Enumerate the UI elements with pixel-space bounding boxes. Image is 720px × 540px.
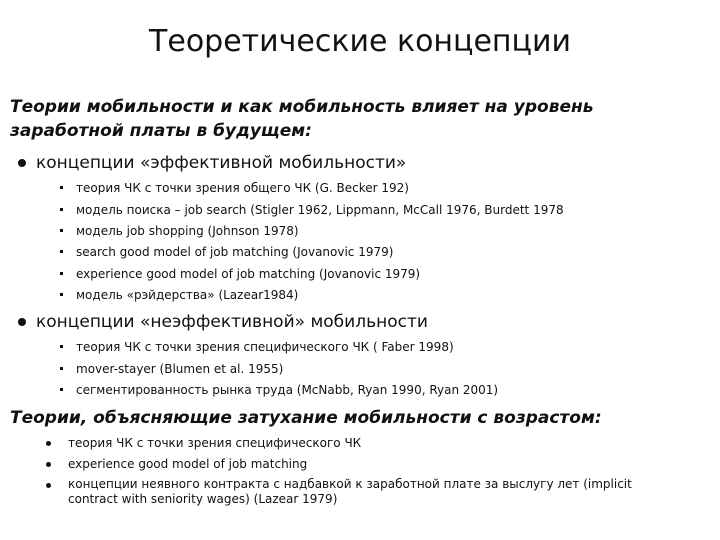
bullet-dot-icon [18, 159, 26, 167]
efficient-item-1: теория ЧК с точки зрения общего ЧК (G. Becker 192) [76, 181, 409, 195]
bullet-dot-icon [46, 441, 51, 446]
efficient-item-3: модель job shopping (Johnson 1978) [76, 224, 299, 238]
bullet-square-icon [60, 229, 63, 232]
section1-heading-line2: заработной платы в будущем: [10, 121, 312, 141]
bullet-square-icon [60, 367, 63, 370]
bullet-dot-icon [46, 462, 51, 467]
efficient-item-4: search good model of job matching (Jovanovic 1979) [76, 245, 394, 259]
bullet-square-icon [60, 388, 63, 391]
efficient-item-5: experience good model of job matching (Jovanovic 1979) [76, 267, 421, 281]
bullet-square-icon [60, 272, 63, 275]
section1-heading-line1: Теории мобильности и как мобильность влияет на уровень [10, 97, 594, 117]
slide-title: Теоретические концепции [149, 24, 571, 59]
bullet-square-icon [60, 186, 63, 189]
bullet-square-icon [60, 250, 63, 253]
bullet-dot-icon [46, 483, 51, 488]
inefficient-item-2: mover-stayer (Blumen et al. 1955) [76, 362, 284, 376]
bullet-square-icon [60, 345, 63, 348]
section2-heading: Теории, объясняющие затухание мобильности с возрастом: [10, 408, 602, 428]
bullet-dot-icon [18, 318, 26, 326]
age-item-1: теория ЧК с точки зрения специфического ЧК [68, 436, 362, 450]
inefficient-item-1: теория ЧК с точки зрения специфического ЧК ( Faber 1998) [76, 340, 454, 354]
age-item-3: концепции неявного контракта с надбавкой к заработной плате за выслугу лет (implicit contract with seniority wages) (Lazear 1979) [68, 477, 632, 506]
concept-efficient-mobility: концепции «эффективной мобильности» [36, 153, 407, 173]
bullet-square-icon [60, 208, 63, 211]
inefficient-item-3: сегментированность рынка труда (McNabb, Ryan 1990, Ryan 2001) [76, 383, 499, 397]
bullet-square-icon [60, 293, 63, 296]
concept-inefficient-mobility: концепции «неэффективной» мобильности [36, 312, 428, 332]
age-item-2: experience good model of job matching [68, 457, 308, 471]
efficient-item-2: модель поиска – job search (Stigler 1962, Lippmann, McCall 1976, Burdett 1978 [76, 203, 564, 217]
efficient-item-6: модель «рэйдерства» (Lazear1984) [76, 288, 299, 302]
